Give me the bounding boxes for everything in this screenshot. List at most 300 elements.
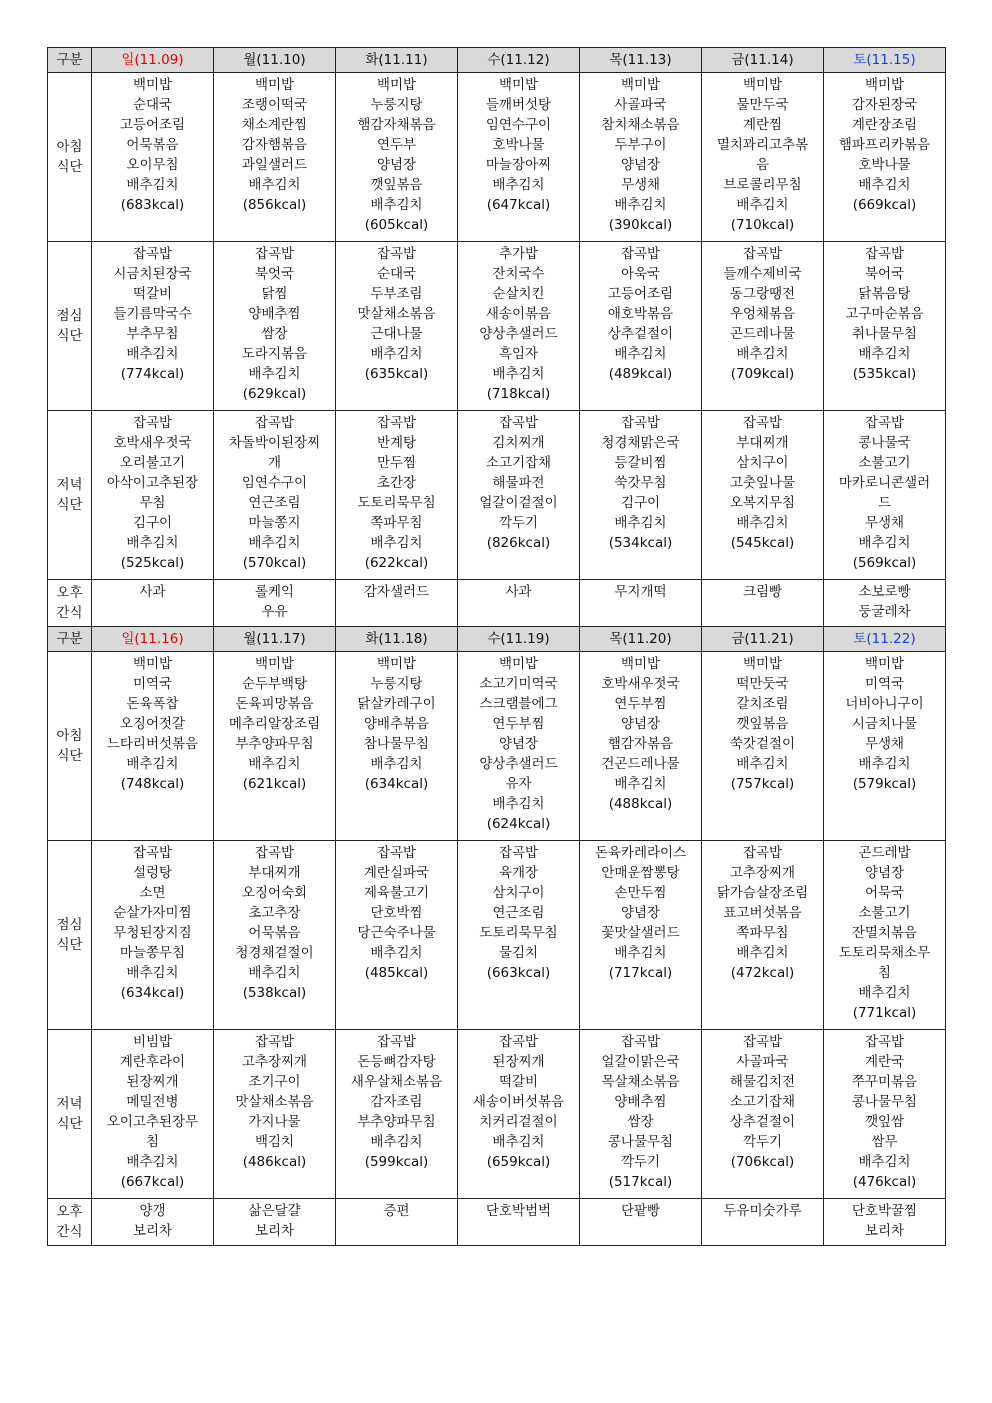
menu-item: 오리불고기: [119, 455, 186, 471]
menu-item: 두부조림: [370, 286, 423, 302]
menu-item: 우엉채볶음: [729, 306, 796, 322]
menu-item: 호박나물: [858, 157, 911, 173]
menu-item: (472kcal): [730, 965, 795, 981]
menu-item: 참치채소볶음: [601, 117, 680, 133]
menu-item: 배추김치: [614, 515, 667, 531]
menu-item: 잡곡밥: [132, 415, 173, 431]
menu-item: (659kcal): [486, 1154, 551, 1170]
menu-item: 잡곡밥: [864, 1034, 905, 1050]
snack-menu-cell: [214, 580, 336, 627]
menu-item: 조기구이: [248, 1074, 301, 1090]
menu-item: 삼치구이: [736, 455, 789, 471]
breakfast-menu-cell: [336, 652, 458, 841]
menu-item: 깍두기: [742, 1134, 783, 1150]
menu-item: 된장찌개: [126, 1074, 179, 1090]
menu-item: 단호박꿀찜: [851, 1203, 918, 1219]
menu-item: 어묵볶음: [126, 137, 179, 153]
menu-item: 물만두국: [736, 97, 789, 113]
header-row: [48, 48, 946, 73]
menu-item: 오이무침: [126, 157, 179, 173]
menu-item: 마늘쫑무침: [119, 945, 186, 961]
menu-item: 배추김치: [858, 1154, 911, 1170]
menu-item: 애호박볶음: [607, 306, 674, 322]
day-header-text: 수(11.19): [487, 631, 550, 647]
menu-item: 잡곡밥: [620, 246, 661, 262]
day-header: [214, 48, 336, 73]
menu-item: 닭볶음탕: [858, 286, 911, 302]
menu-item: 연두부찜: [492, 716, 545, 732]
menu-item: 부추양파무침: [357, 1114, 436, 1130]
menu-item: 배추김치: [248, 366, 301, 382]
breakfast-label-text: 아침: [56, 139, 83, 155]
menu-item: 양배추찜: [614, 1094, 667, 1110]
menu-item: 순두부백탕: [241, 676, 308, 692]
dinner-menu-cell: [580, 1030, 702, 1199]
menu-item: 가지나물: [248, 1114, 301, 1130]
snack-menu-cell: [702, 580, 824, 627]
menu-item: 누룽지탕: [370, 97, 423, 113]
menu-item: 고추장찌개: [241, 1054, 308, 1070]
menu-item: 채소계란찜: [241, 117, 308, 133]
dinner-menu-cell: [214, 411, 336, 580]
menu-item: 배추김치: [370, 756, 423, 772]
menu-item: 시금치나물: [851, 716, 918, 732]
menu-item: 배추김치: [614, 945, 667, 961]
day-header: [336, 627, 458, 652]
menu-item: 반계탕: [376, 435, 417, 451]
menu-item: 깍두기: [498, 515, 539, 531]
menu-item: 시금치된장국: [113, 266, 192, 282]
day-header: [824, 48, 946, 73]
breakfast-label-text: 식단: [56, 748, 83, 764]
day-header: [458, 48, 580, 73]
menu-item: (634kcal): [120, 985, 185, 1001]
menu-item: (605kcal): [364, 217, 429, 233]
menu-item: 청경채맑은국: [601, 435, 680, 451]
menu-item: 햄감자채볶음: [357, 117, 436, 133]
lunch-menu-cell: [702, 242, 824, 411]
menu-item: 부추무침: [126, 326, 179, 342]
menu-item: 들깨수제비국: [723, 266, 802, 282]
menu-item: 잡곡밥: [376, 415, 417, 431]
menu-item: 잡곡밥: [254, 246, 295, 262]
lunch-menu-cell: [336, 242, 458, 411]
snack-row: [48, 580, 946, 627]
menu-item: 감자조림: [370, 1094, 423, 1110]
breakfast-menu-cell: [702, 652, 824, 841]
menu-item: 소고기잡채: [485, 455, 552, 471]
menu-item: 사과: [139, 584, 166, 600]
dinner-menu-cell: [92, 411, 214, 580]
menu-item: 맛살채소볶음: [357, 306, 436, 322]
menu-item: 얼갈이맑은국: [601, 1054, 680, 1070]
day-header-text: 목(11.13): [609, 52, 672, 68]
menu-item: 잡곡밥: [864, 246, 905, 262]
breakfast-menu-cell: [702, 73, 824, 242]
menu-item: 제육불고기: [363, 885, 430, 901]
breakfast-menu-cell: [214, 652, 336, 841]
menu-item: 얼갈이겉절이: [479, 495, 558, 511]
menu-item: 두유미숫가루: [723, 1203, 802, 1219]
day-header-text: 수(11.12): [487, 52, 550, 68]
menu-item: 무지개떡: [614, 584, 667, 600]
menu-item: 백미밥: [376, 77, 417, 93]
lunch-menu-cell: [214, 242, 336, 411]
menu-item: 순살가자미찜: [113, 905, 192, 921]
day-header-text: 월(11.10): [243, 52, 306, 68]
day-header: [214, 627, 336, 652]
breakfast-menu-cell: [580, 652, 702, 841]
menu-item: 순대국: [132, 97, 173, 113]
menu-item: 깻잎볶음: [370, 177, 423, 193]
menu-item: 쭈꾸미볶음: [851, 1074, 918, 1090]
menu-item: 부추양파무침: [235, 736, 314, 752]
menu-item: 쪽파무침: [736, 925, 789, 941]
menu-item: (624kcal): [486, 816, 551, 832]
menu-item: 배추김치: [858, 346, 911, 362]
menu-item: 도라지볶음: [241, 346, 308, 362]
snack-label: [48, 580, 92, 627]
menu-item: 삼치구이: [492, 885, 545, 901]
menu-item: 백미밥: [254, 656, 295, 672]
menu-item: 양념장: [376, 157, 417, 173]
menu-item: 배추김치: [370, 1134, 423, 1150]
menu-item: 배추김치: [370, 197, 423, 213]
menu-item: 아욱국: [620, 266, 661, 282]
category-header: [48, 627, 92, 652]
snack-menu-cell: [580, 580, 702, 627]
menu-item: 어묵볶음: [248, 925, 301, 941]
menu-item: 잡곡밥: [742, 845, 783, 861]
lunch-menu-cell: [824, 841, 946, 1030]
category-header-text: 구분: [56, 52, 83, 68]
menu-item: 소면: [139, 885, 166, 901]
menu-item: 고구마순볶음: [845, 306, 924, 322]
menu-item: 배추김치: [248, 965, 301, 981]
menu-item: 브로콜리무침: [723, 177, 802, 193]
menu-item: (488kcal): [608, 796, 673, 812]
lunch-menu-cell: [824, 242, 946, 411]
menu-item: (667kcal): [120, 1174, 185, 1190]
snack-row: [48, 1199, 946, 1246]
menu-item: 닭찜: [261, 286, 288, 302]
menu-item: 음: [755, 157, 770, 173]
menu-item: (774kcal): [120, 366, 185, 382]
menu-item: 멸치꽈리고추볶: [716, 137, 809, 153]
breakfast-menu-cell: [92, 652, 214, 841]
menu-item: (634kcal): [364, 776, 429, 792]
menu-item: 도토리묵채소무: [838, 945, 931, 961]
menu-item: 배추김치: [370, 945, 423, 961]
menu-item: 무청된장지짐: [113, 925, 192, 941]
menu-item: 김구이: [620, 495, 661, 511]
menu-item: 감자햄볶음: [241, 137, 308, 153]
lunch-row: [48, 841, 946, 1030]
menu-item: 닭살카레구이: [357, 696, 436, 712]
menu-item: 마늘쫑지: [248, 515, 301, 531]
dinner-menu-cell: [580, 411, 702, 580]
snack-menu-cell: [824, 1199, 946, 1246]
menu-item: 오이고추된장무: [106, 1114, 199, 1130]
menu-item: 잡곡밥: [376, 246, 417, 262]
menu-item: 콩나물국: [858, 435, 911, 451]
day-header: [824, 627, 946, 652]
menu-item: 백김치: [254, 1134, 295, 1150]
menu-item: (669kcal): [852, 197, 917, 213]
menu-item: 오징어젓갈: [119, 716, 186, 732]
menu-item: 소고기잡채: [729, 1094, 796, 1110]
lunch-menu-cell: [336, 841, 458, 1030]
breakfast-menu-cell: [214, 73, 336, 242]
menu-item: 쌈장: [261, 326, 288, 342]
menu-item: 너비아니구이: [845, 696, 924, 712]
menu-item: 우유: [261, 604, 288, 620]
breakfast-menu-cell: [824, 652, 946, 841]
menu-item: 백미밥: [742, 77, 783, 93]
menu-item: 오복지무침: [729, 495, 796, 511]
menu-item: 근대나물: [370, 326, 423, 342]
dinner-label: [48, 1030, 92, 1199]
menu-item: (569kcal): [852, 555, 917, 571]
dinner-row: [48, 411, 946, 580]
menu-item: (390kcal): [608, 217, 673, 233]
menu-item: (629kcal): [242, 386, 307, 402]
menu-item: 차돌박이된장찌: [228, 435, 321, 451]
breakfast-label: [48, 652, 92, 841]
menu-item: 꽃맛살샐러드: [601, 925, 680, 941]
menu-item: 고등어조림: [119, 117, 186, 133]
menu-item: 삶은달걀: [248, 1203, 301, 1219]
menu-item: 배추김치: [858, 985, 911, 1001]
menu-item: 햄파프리카볶음: [838, 137, 931, 153]
breakfast-menu-cell: [458, 652, 580, 841]
menu-item: 배추김치: [492, 366, 545, 382]
menu-item: 배추김치: [736, 197, 789, 213]
dinner-menu-cell: [214, 1030, 336, 1199]
menu-item: 들깨버섯탕: [485, 97, 552, 113]
menu-item: 손만두찜: [614, 885, 667, 901]
menu-item: (635kcal): [364, 366, 429, 382]
lunch-label-text: 식단: [56, 328, 83, 344]
day-header-text: 일(11.09): [121, 52, 184, 68]
menu-item: 쌈장: [627, 1114, 654, 1130]
menu-item: 설렁탕: [132, 865, 173, 881]
menu-item: 치커리겉절이: [479, 1114, 558, 1130]
header-row: [48, 627, 946, 652]
menu-item: 둥굴레차: [858, 604, 911, 620]
day-header-text: 금(11.21): [731, 631, 794, 647]
menu-item: 고춧잎나물: [729, 475, 796, 491]
menu-item: 양념장: [620, 157, 661, 173]
menu-item: 롤케익: [254, 584, 295, 600]
snack-label-text: 오후: [56, 1204, 83, 1220]
menu-item: 양배추볶음: [363, 716, 430, 732]
menu-item: 호박나물: [492, 137, 545, 153]
menu-item: 보리차: [864, 1223, 905, 1239]
menu-item: 해물파전: [492, 475, 545, 491]
menu-item: 양상추샐러드: [479, 756, 558, 772]
menu-item: 배추김치: [736, 945, 789, 961]
menu-item: 마카로니콘샐러: [838, 475, 931, 491]
menu-item: 해물김치전: [729, 1074, 796, 1090]
menu-item: 양배추찜: [248, 306, 301, 322]
day-header-text: 목(11.20): [609, 631, 672, 647]
menu-item: 백미밥: [864, 656, 905, 672]
day-header: [580, 627, 702, 652]
menu-item: 호박새우젓국: [113, 435, 192, 451]
menu-item: 사골파국: [614, 97, 667, 113]
menu-item: 백미밥: [620, 656, 661, 672]
menu-item: 감자샐러드: [363, 584, 430, 600]
day-header-text: 화(11.11): [365, 52, 428, 68]
menu-item: 단호박찜: [370, 905, 423, 921]
day-header: [336, 48, 458, 73]
menu-item: 배추김치: [858, 535, 911, 551]
menu-item: 배추김치: [126, 177, 179, 193]
lunch-menu-cell: [214, 841, 336, 1030]
lunch-menu-cell: [458, 841, 580, 1030]
menu-item: 백미밥: [742, 656, 783, 672]
menu-item: 배추김치: [492, 177, 545, 193]
lunch-menu-cell: [580, 242, 702, 411]
day-header-text: 토(11.22): [853, 631, 916, 647]
menu-item: 오징어숙회: [241, 885, 308, 901]
menu-item: 양념장: [620, 716, 661, 732]
dinner-menu-cell: [92, 1030, 214, 1199]
menu-item: (538kcal): [242, 985, 307, 1001]
menu-item: 깍두기: [620, 1154, 661, 1170]
lunch-label-text: 점심: [56, 917, 83, 933]
menu-item: (717kcal): [608, 965, 673, 981]
menu-item: 당근숙주나물: [357, 925, 436, 941]
menu-item: 두부구이: [614, 137, 667, 153]
menu-item: 깻잎볶음: [736, 716, 789, 732]
dinner-label-text: 저녁: [56, 477, 83, 493]
menu-item: 콩나물무침: [607, 1134, 674, 1150]
menu-item: 배추김치: [614, 197, 667, 213]
menu-item: 잡곡밥: [498, 415, 539, 431]
menu-item: 김구이: [132, 515, 173, 531]
menu-item: 배추김치: [614, 346, 667, 362]
menu-item: 새송이버섯볶음: [472, 1094, 565, 1110]
menu-item: 백미밥: [132, 656, 173, 672]
menu-item: 상추겉절이: [729, 1114, 796, 1130]
menu-item: 양갱: [139, 1203, 166, 1219]
menu-item: (826kcal): [486, 535, 551, 551]
menu-item: 소보로빵: [858, 584, 911, 600]
menu-item: 호박새우젓국: [601, 676, 680, 692]
menu-item: (476kcal): [852, 1174, 917, 1190]
menu-item: 소불고기: [858, 905, 911, 921]
menu-item: 아삭이고추된장: [106, 475, 199, 491]
menu-item: 잡곡밥: [864, 415, 905, 431]
menu-item: 된장찌개: [492, 1054, 545, 1070]
menu-item: 들기름막국수: [113, 306, 192, 322]
day-header: [92, 627, 214, 652]
menu-item: 배추김치: [614, 776, 667, 792]
breakfast-menu-cell: [824, 73, 946, 242]
menu-item: 무생채: [620, 177, 661, 193]
menu-item: 메밀전병: [126, 1094, 179, 1110]
category-header-text: 구분: [56, 631, 83, 647]
menu-item: 비빔밥: [132, 1034, 173, 1050]
snack-menu-cell: [458, 580, 580, 627]
day-header: [458, 627, 580, 652]
menu-item: 침: [877, 965, 892, 981]
snack-menu-cell: [702, 1199, 824, 1246]
menu-item: (489kcal): [608, 366, 673, 382]
menu-item: (757kcal): [730, 776, 795, 792]
menu-item: 떡만둣국: [736, 676, 789, 692]
menu-item: (621kcal): [242, 776, 307, 792]
day-header-text: 금(11.14): [731, 52, 794, 68]
menu-item: 잡곡밥: [376, 845, 417, 861]
dinner-menu-cell: [458, 411, 580, 580]
menu-item: (535kcal): [852, 366, 917, 382]
menu-item: 무생채: [864, 736, 905, 752]
menu-item: (570kcal): [242, 555, 307, 571]
menu-item: 안매운짬뽕탕: [601, 865, 680, 881]
menu-item: 양상추샐러드: [479, 326, 558, 342]
day-header-text: 일(11.16): [121, 631, 184, 647]
menu-item: 잡곡밥: [742, 246, 783, 262]
breakfast-row: [48, 73, 946, 242]
menu-item: 초간장: [376, 475, 417, 491]
menu-item: 백미밥: [498, 656, 539, 672]
breakfast-menu-cell: [336, 73, 458, 242]
menu-item: 연근조림: [248, 495, 301, 511]
menu-item: 미역국: [864, 676, 905, 692]
menu-item: 잡곡밥: [742, 415, 783, 431]
snack-label-text: 간식: [56, 1224, 83, 1240]
snack-menu-cell: [458, 1199, 580, 1246]
menu-item: 연두부: [376, 137, 417, 153]
dinner-label: [48, 411, 92, 580]
menu-item: (486kcal): [242, 1154, 307, 1170]
menu-item: 햄감자볶음: [607, 736, 674, 752]
menu-item: 부대찌개: [736, 435, 789, 451]
menu-item: 건곤드레나물: [601, 756, 680, 772]
menu-item: 콩나물무침: [851, 1094, 918, 1110]
menu-item: 쌈무: [871, 1134, 898, 1150]
dinner-label-text: 저녁: [56, 1096, 83, 1112]
menu-item: 초고추장: [248, 905, 301, 921]
menu-item: 증편: [383, 1203, 410, 1219]
menu-item: 고추장찌개: [729, 865, 796, 881]
menu-item: 물김치: [498, 945, 539, 961]
menu-item: (545kcal): [730, 535, 795, 551]
menu-item: 등갈비찜: [614, 455, 667, 471]
menu-item: (663kcal): [486, 965, 551, 981]
menu-item: 백미밥: [376, 656, 417, 672]
breakfast-label: [48, 73, 92, 242]
menu-item: 계란장조림: [851, 117, 918, 133]
menu-item: 잔치국수: [492, 266, 545, 282]
menu-item: 소고기미역국: [479, 676, 558, 692]
lunch-menu-cell: [458, 242, 580, 411]
menu-item: 새우살채소볶음: [350, 1074, 443, 1090]
menu-item: 잡곡밥: [498, 1034, 539, 1050]
dinner-menu-cell: [458, 1030, 580, 1199]
category-header: [48, 48, 92, 73]
menu-item: 잡곡밥: [742, 1034, 783, 1050]
menu-item: 배추김치: [126, 756, 179, 772]
menu-item: 추가밥: [498, 246, 539, 262]
menu-item: 북엇국: [254, 266, 295, 282]
menu-item: 순살치킨: [492, 286, 545, 302]
snack-menu-cell: [92, 580, 214, 627]
lunch-row: [48, 242, 946, 411]
